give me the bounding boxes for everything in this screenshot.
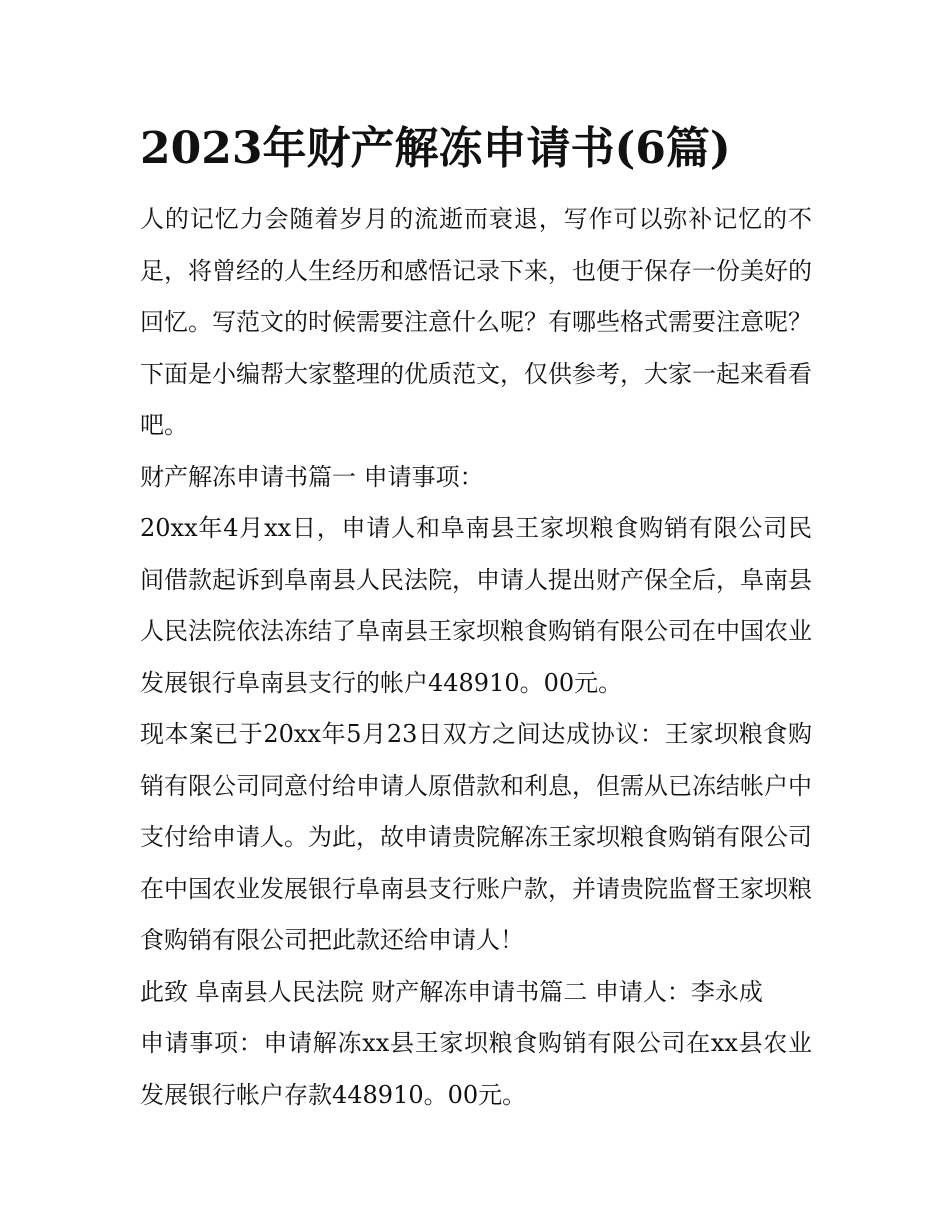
closing-and-section-2: 此致 阜南县人民法院 财产解冻申请书篇二 申请人：李永成 <box>140 977 763 1006</box>
request-paragraph: 申请事项：申请解冻xx县王家坝粮食购销有限公司在xx县农业发展银行帐户存款448910。00元。 <box>140 1029 812 1109</box>
section-heading-1: 财产解冻申请书篇一 申请事项： <box>140 462 484 491</box>
body-paragraph-agreement: 现本案已于20xx年5月23日双方之间达成协议：王家坝粮食购销有限公司同意付给申请人原借款和利息，但需从已冻结帐户中支付给申请人。为此，故申请贵院解冻王家坝粮食购销有限公司在中国农业发展银行阜南县支行账户款，并请贵院监督王家坝粮食购销有限公司把此款还给申请人！ <box>140 720 812 954</box>
document-page <box>140 118 812 1121</box>
document-title: 2023年财产解冻申请书(6篇) <box>140 123 731 174</box>
intro-paragraph: 人的记忆力会随着岁月的流逝而衰退，写作可以弥补记忆的不足，将曾经的人生经历和感悟记录下来，也便于保存一份美好的回忆。写范文的时候需要注意什么呢？有哪些格式需要注意呢？下面是小编帮大家整理的优质范文，仅供参考，大家一起来看看吧。 <box>140 205 812 439</box>
body-paragraph-facts: 20xx年4月xx日，申请人和阜南县王家坝粮食购销有限公司民间借款起诉到阜南县人民法院，申请人提出财产保全后，阜南县人民法院依法冻结了阜南县王家坝粮食购销有限公司在中国农业发展银行阜南县支行的帐户448910。00元。 <box>140 514 812 697</box>
